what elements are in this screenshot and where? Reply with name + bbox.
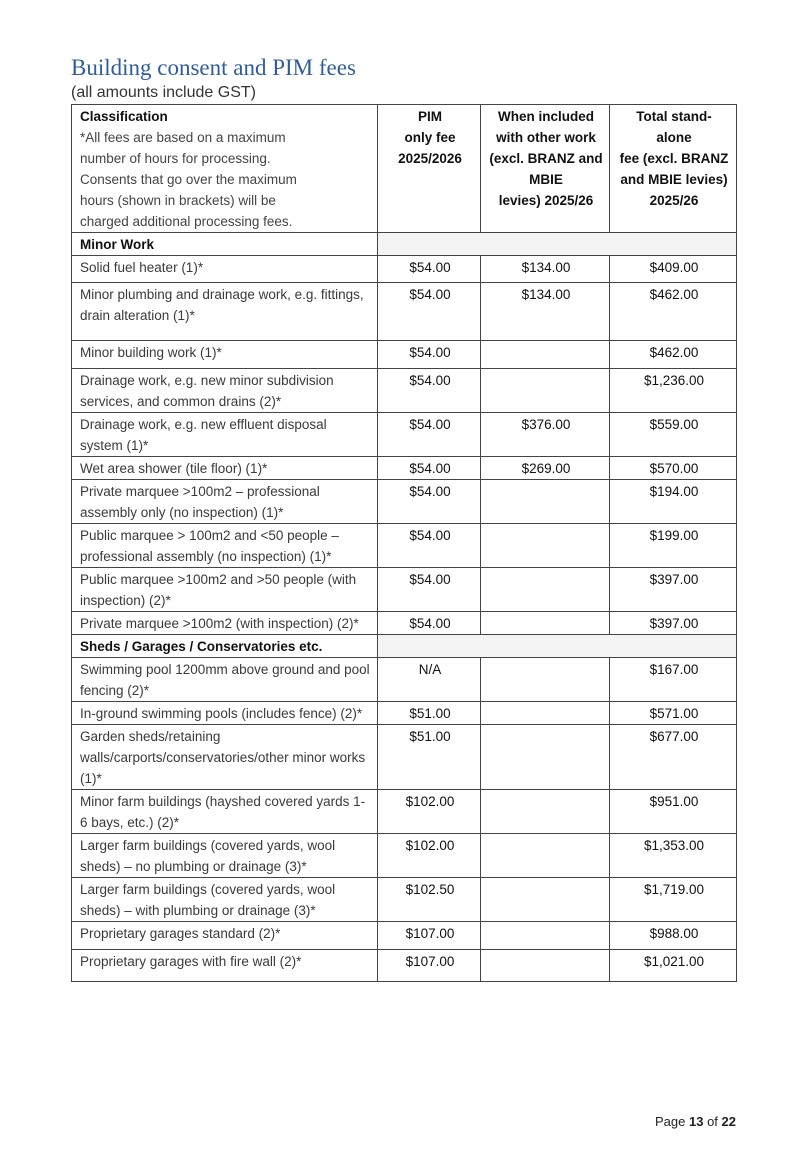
cell-standalone: $988.00	[610, 922, 737, 950]
cell-pim: $54.00	[378, 568, 481, 612]
classification-label: Classification	[80, 109, 168, 124]
cell-included: $269.00	[481, 457, 610, 480]
row-label: Solid fuel heater (1)*	[72, 256, 378, 283]
page-total: 22	[721, 1114, 736, 1129]
table-row	[72, 568, 737, 612]
cell-pim: $54.00	[378, 256, 481, 283]
row-label: Larger farm buildings (covered yards, wool sheds) – no plumbing or drainage (3)*	[72, 834, 378, 878]
cell-pim: $102.00	[378, 790, 481, 834]
header-pim-line: PIM	[417, 109, 442, 124]
page-title: Building consent and PIM fees	[71, 55, 356, 80]
table-row	[72, 834, 737, 878]
section-title: Sheds / Garages / Conservatories etc.	[72, 635, 378, 658]
row-label: Wet area shower (tile floor) (1)*	[72, 457, 378, 480]
cell-included	[481, 341, 610, 369]
row-label: Larger farm buildings (covered yards, wool sheds) – with plumbing or drainage (3)*	[72, 878, 378, 922]
table-row	[72, 341, 737, 369]
cell-pim: $102.00	[378, 834, 481, 878]
row-label: Drainage work, e.g. new minor subdivision services, and common drains (2)*	[72, 369, 378, 413]
cell-standalone: $397.00	[610, 568, 737, 612]
cell-standalone: $951.00	[610, 790, 737, 834]
cell-pim: $54.00	[378, 480, 481, 524]
table-row	[72, 283, 737, 341]
row-label: Private marquee >100m2 – professional assembly only (no inspection) (1)*	[72, 480, 378, 524]
cell-standalone: $194.00	[610, 480, 737, 524]
cell-standalone: $199.00	[610, 524, 737, 568]
cell-pim: $54.00	[378, 341, 481, 369]
table-row	[72, 369, 737, 413]
cell-pim: $54.00	[378, 524, 481, 568]
cell-included: $134.00	[481, 283, 610, 341]
header-pim-line: 2025/2026	[398, 151, 462, 166]
cell-included	[481, 524, 610, 568]
row-label: Proprietary garages with fire wall (2)*	[72, 950, 378, 982]
cell-pim: $107.00	[378, 922, 481, 950]
cell-included: $134.00	[481, 256, 610, 283]
cell-standalone: $1,719.00	[610, 878, 737, 922]
row-label: Garden sheds/retaining walls/carports/conservatories/other minor works (1)*	[72, 725, 378, 790]
row-label: In-ground swimming pools (includes fence) (2)*	[72, 702, 378, 725]
cell-pim: N/A	[378, 658, 481, 702]
cell-standalone: $1,353.00	[610, 834, 737, 878]
header-note-line: Consents that go over the maximum	[80, 172, 297, 187]
cell-included	[481, 612, 610, 635]
page-subtitle: (all amounts include GST)	[71, 84, 256, 101]
page-prefix: Page	[654, 1114, 686, 1129]
cell-included	[481, 790, 610, 834]
cell-included	[481, 725, 610, 790]
cell-standalone: $571.00	[610, 702, 737, 725]
header-standalone-line: and MBIE levies)	[620, 172, 728, 187]
header-included-line: MBIE	[529, 172, 563, 187]
row-label: Drainage work, e.g. new effluent disposal system (1)*	[72, 413, 378, 457]
row-label: Minor farm buildings (hayshed covered yards 1-6 bays, etc.) (2)*	[72, 790, 378, 834]
row-label: Minor building work (1)*	[72, 341, 378, 369]
cell-included	[481, 658, 610, 702]
cell-pim: $54.00	[378, 283, 481, 341]
table-row	[72, 950, 737, 982]
table-row	[72, 878, 737, 922]
section-title: Minor Work	[72, 233, 378, 256]
row-label: Public marquee >100m2 and >50 people (with inspection) (2)*	[72, 568, 378, 612]
section-row	[72, 635, 737, 658]
cell-pim: $102.50	[378, 878, 481, 922]
header-included-line: (excl. BRANZ and	[489, 151, 603, 166]
row-label: Private marquee >100m2 (with inspection) (2)*	[72, 612, 378, 635]
header-classification	[72, 105, 378, 233]
header-standalone-line: Total stand- alone	[636, 109, 712, 145]
header-pim-line: only fee	[404, 130, 456, 145]
cell-included	[481, 568, 610, 612]
cell-pim: $54.00	[378, 413, 481, 457]
cell-standalone: $397.00	[610, 612, 737, 635]
header-note-line: *All fees are based on a maximum	[80, 130, 286, 145]
table-row	[72, 413, 737, 457]
cell-included	[481, 480, 610, 524]
header-note-line: charged additional processing fees.	[80, 214, 293, 229]
cell-standalone: $167.00	[610, 658, 737, 702]
cell-included	[481, 369, 610, 413]
cell-pim: $51.00	[378, 702, 481, 725]
table-row	[72, 480, 737, 524]
cell-included	[481, 878, 610, 922]
row-label: Swimming pool 1200mm above ground and pool fencing (2)*	[72, 658, 378, 702]
cell-standalone: $677.00	[610, 725, 737, 790]
page-of: of	[707, 1114, 718, 1129]
table-header-row	[72, 105, 737, 233]
cell-included	[481, 922, 610, 950]
table-row	[72, 612, 737, 635]
page-number: 13	[688, 1114, 704, 1129]
table-row	[72, 658, 737, 702]
cell-standalone: $559.00	[610, 413, 737, 457]
cell-standalone: $570.00	[610, 457, 737, 480]
table-row	[72, 256, 737, 283]
table-row	[72, 725, 737, 790]
header-standalone-line: fee (excl. BRANZ	[619, 151, 729, 166]
cell-pim: $107.00	[378, 950, 481, 982]
row-label: Public marquee > 100m2 and <50 people – professional assembly (no inspection) (1)*	[72, 524, 378, 568]
cell-pim: $51.00	[378, 725, 481, 790]
header-standalone	[610, 105, 737, 233]
row-label: Proprietary garages standard (2)*	[72, 922, 378, 950]
table-row	[72, 457, 737, 480]
cell-included	[481, 702, 610, 725]
cell-standalone: $1,021.00	[610, 950, 737, 982]
cell-pim: $54.00	[378, 457, 481, 480]
section-row	[72, 233, 737, 256]
table-row	[72, 922, 737, 950]
fees-table	[71, 104, 737, 982]
table-row	[72, 790, 737, 834]
cell-included	[481, 834, 610, 878]
header-included-line: with other work	[496, 130, 596, 145]
cell-standalone: $462.00	[610, 283, 737, 341]
header-note-line: number of hours for processing.	[80, 151, 271, 166]
header-note-line: hours (shown in brackets) will be	[80, 193, 276, 208]
cell-included	[481, 950, 610, 982]
page-footer	[655, 1114, 736, 1129]
cell-pim: $54.00	[378, 369, 481, 413]
header-included	[481, 105, 610, 233]
header-pim	[378, 105, 481, 233]
cell-standalone: $409.00	[610, 256, 737, 283]
cell-standalone: $462.00	[610, 341, 737, 369]
cell-included: $376.00	[481, 413, 610, 457]
header-included-line: When included	[498, 109, 594, 124]
table-row	[72, 524, 737, 568]
cell-pim: $54.00	[378, 612, 481, 635]
header-included-line: levies) 2025/26	[498, 193, 594, 208]
header-standalone-line: 2025/26	[649, 193, 699, 208]
table-row	[72, 702, 737, 725]
cell-standalone: $1,236.00	[610, 369, 737, 413]
row-label: Minor plumbing and drainage work, e.g. fittings, drain alteration (1)*	[72, 283, 378, 341]
